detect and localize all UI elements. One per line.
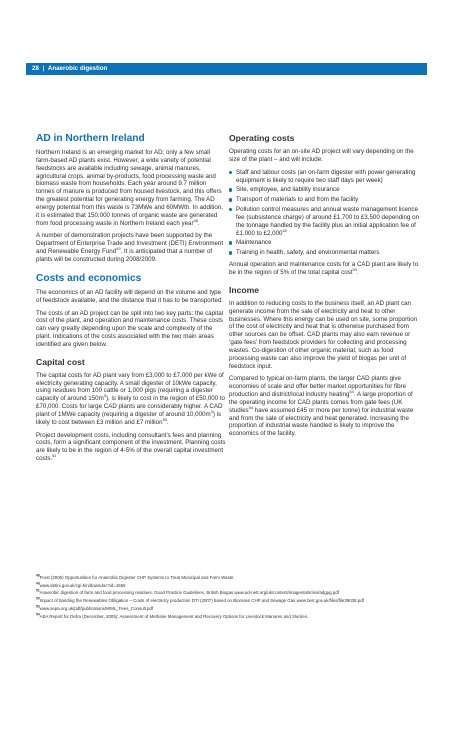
footnotes [36, 575, 426, 621]
bullet-icon [229, 251, 232, 254]
footnote-ref: 52 [282, 227, 287, 233]
paragraph-costs-split: The costs of an AD project can be split into two key parts: the capital cost of the plant, and operation and maintenance costs. These costs can vary greatly depending upon the scale and complexity of the plant. Indications of the costs associated with the two main areas identified are given below. [36, 309, 224, 348]
left-column [36, 133, 226, 468]
footnote-ref: 54 [349, 389, 354, 395]
list-item: Transport of materials to and from the facility [229, 196, 419, 204]
bullet-icon [229, 208, 232, 211]
paragraph-development-costs: Project development costs, including consultant’s fees and planning costs, form a significant component of the investment. Planning costs are likely to be in the region of 4-5% of the overall capital investment costs.$^{51}$ [36, 431, 226, 463]
footnote: $^{53}$www.sepa.org.uk/pdf/publications/WML_Fees_Consult.pdf [36, 604, 154, 611]
operating-costs-list [229, 169, 419, 257]
header-separator: | [42, 65, 45, 72]
paragraph-costs-intro: The economics of an AD facility will depend on the volume and type of feedstock available, and the distance that it has to be transported. [36, 288, 224, 304]
paragraph-income-cad: Compared to typical on-farm plants, the larger CAD plants give economies of scale and offer better market opportunities for fibre production and district/local industry heating$^{54}$. A large proportion of the operating income for CAD plants comes from gate fees (UK studies$^{54}$ have assumed £45 or more per tonne) for industrial waste and from the sale of electricity and heat generated. Increasing the proportion of industrial waste handled is likely to improve the economics of the facility. [229, 375, 414, 438]
bullet-icon [229, 241, 232, 244]
footnote: $^{54}$AEA Report for Defra (December, 2005): Assessment of Methane Management and Recovery Options for Livestock Manures and Slurries. [36, 612, 309, 619]
heading-ad-northern-ireland: AD in Northern Ireland [36, 133, 145, 144]
running-section-title: Anaerobic digestion [47, 65, 108, 72]
footnote-ref: 53 [352, 266, 357, 272]
paragraph-ni-market: Northern Ireland is an emerging market for AD; only a few small farm-based AD plants exist. However, a wide variety of potential feedstocks are available including sewage, animal manures, agricultural crops, animal by-products, food processing waste and biomass waste from households. Each year around 9.7 million tonnes of manure is produced from housed livestock, and this offers the greatest potential for generating energy from farming. The AD energy potential from this waste is 73MWe and 60MWth. In addition, it is estimated that 150,000 tonnes of organic waste are generated from food processing waste in Northern Ireland each year$^{48}$. [36, 149, 223, 227]
footnote-ref: 51 [52, 453, 57, 459]
paragraph-ni-projects: A number of demonstration projects have been supported by the Department of Enterprise Trade and Investment (DETI) Environment and Renewable Energy Fund$^{49}$. It is anticipated that a number of plants will be constructed during 2008/2009. [36, 232, 224, 263]
bullet-icon [229, 188, 232, 191]
heading-operating-costs: Operating costs [229, 133, 295, 143]
footnote-ref: 50 [162, 416, 168, 422]
list-item: Maintenance [229, 239, 419, 247]
list-item: Training in health, safety, and environmental matters [229, 249, 419, 257]
footnote: $^{49}$www.detini.gov.uk/cgi-bin/downdoc?id=1555 [36, 581, 126, 588]
bullet-icon [229, 198, 232, 201]
footnote: $^{48}$Frost (2006) Opportunities for Anaerobic Digester CHP Systems to Treat Municipal and Farm Waste. [36, 573, 235, 580]
footnote-ref: 49 [116, 246, 121, 252]
list-item: Site, employee, and liability insurance [229, 186, 419, 194]
heading-costs-economics: Costs and economics [36, 272, 142, 284]
page-header-bar [26, 63, 427, 75]
paragraph-operating-intro: Operating costs for an on-site AD project will vary depending on the size of the plant – and will include: [229, 148, 414, 163]
right-column [229, 133, 419, 443]
heading-income: Income [229, 284, 260, 295]
footnote-ref: 48 [193, 217, 198, 223]
footnote-ref: 54 [248, 404, 254, 410]
footnote: $^{50}$Impact of banding the Renewables Obligation – Costs of electricity production DTI (2007) based on Biomass CHP and Sewage Gas www.berr.gov.uk/files/file39038.pdf [36, 596, 364, 604]
page-number: 28 [32, 65, 39, 72]
list-item: Staff and labour costs (an on-farm digester with power generating equipment is likely to require two staff days per week) [229, 169, 419, 185]
bullet-icon [229, 171, 232, 174]
list-item: Pollution control measures and annual waste management licence fee (subsistence charge) of around £1,700 to £3,500 depending on the tonnage handled by the facility plus an initial application fee of £1,000 to £2,000$^{52}$ [229, 206, 419, 237]
paragraph-operating-closing: Annual operation and maintenance costs for a CAD plant are likely to be in the region of 5% of the total capital cost$^{53}$. [229, 261, 419, 276]
paragraph-capital-costs: The capital costs for AD plant vary from £3,000 to £7,000 per kWe of electricity generating capacity. A small digester of 10kWe capacity, using residues from 100 cattle or 1,000 pigs (requiring a digester capacity of around $150m^3$), is likely to cost in the region of £50,000 to £70,000. Costs for large CAD plants are considerably higher. A CAD plant of 1MWe capacity (requiring a digester of around $10,000m^3$) is likely to cost between £3 million and £7 million$^{50}$. [36, 371, 226, 426]
heading-capital-cost: Capital cost [36, 356, 85, 367]
footnote: $^{51}$Anaerobic digestion of farm and food processing residues. Good Practice Guidelines, British Biogas www.ad-nett.org/uk/content/images/articles/adgpg.pdf [36, 588, 339, 596]
paragraph-income-sources: In addition to reducing costs to the business itself, an AD plant can generate income from the sale of electricity and heat to other businesses. Where this energy can be used on site, some proportion of the cost of electricity and heat that is otherwise purchased from other sources can be offset. CAD plants may also earn revenue or ‘gate fees’ from feedstock providers for collecting and processing wastes. Co-digestion of other organic material, such as food processing waste can also improve the yield of biogas per unit of feedstock input. [229, 299, 418, 370]
